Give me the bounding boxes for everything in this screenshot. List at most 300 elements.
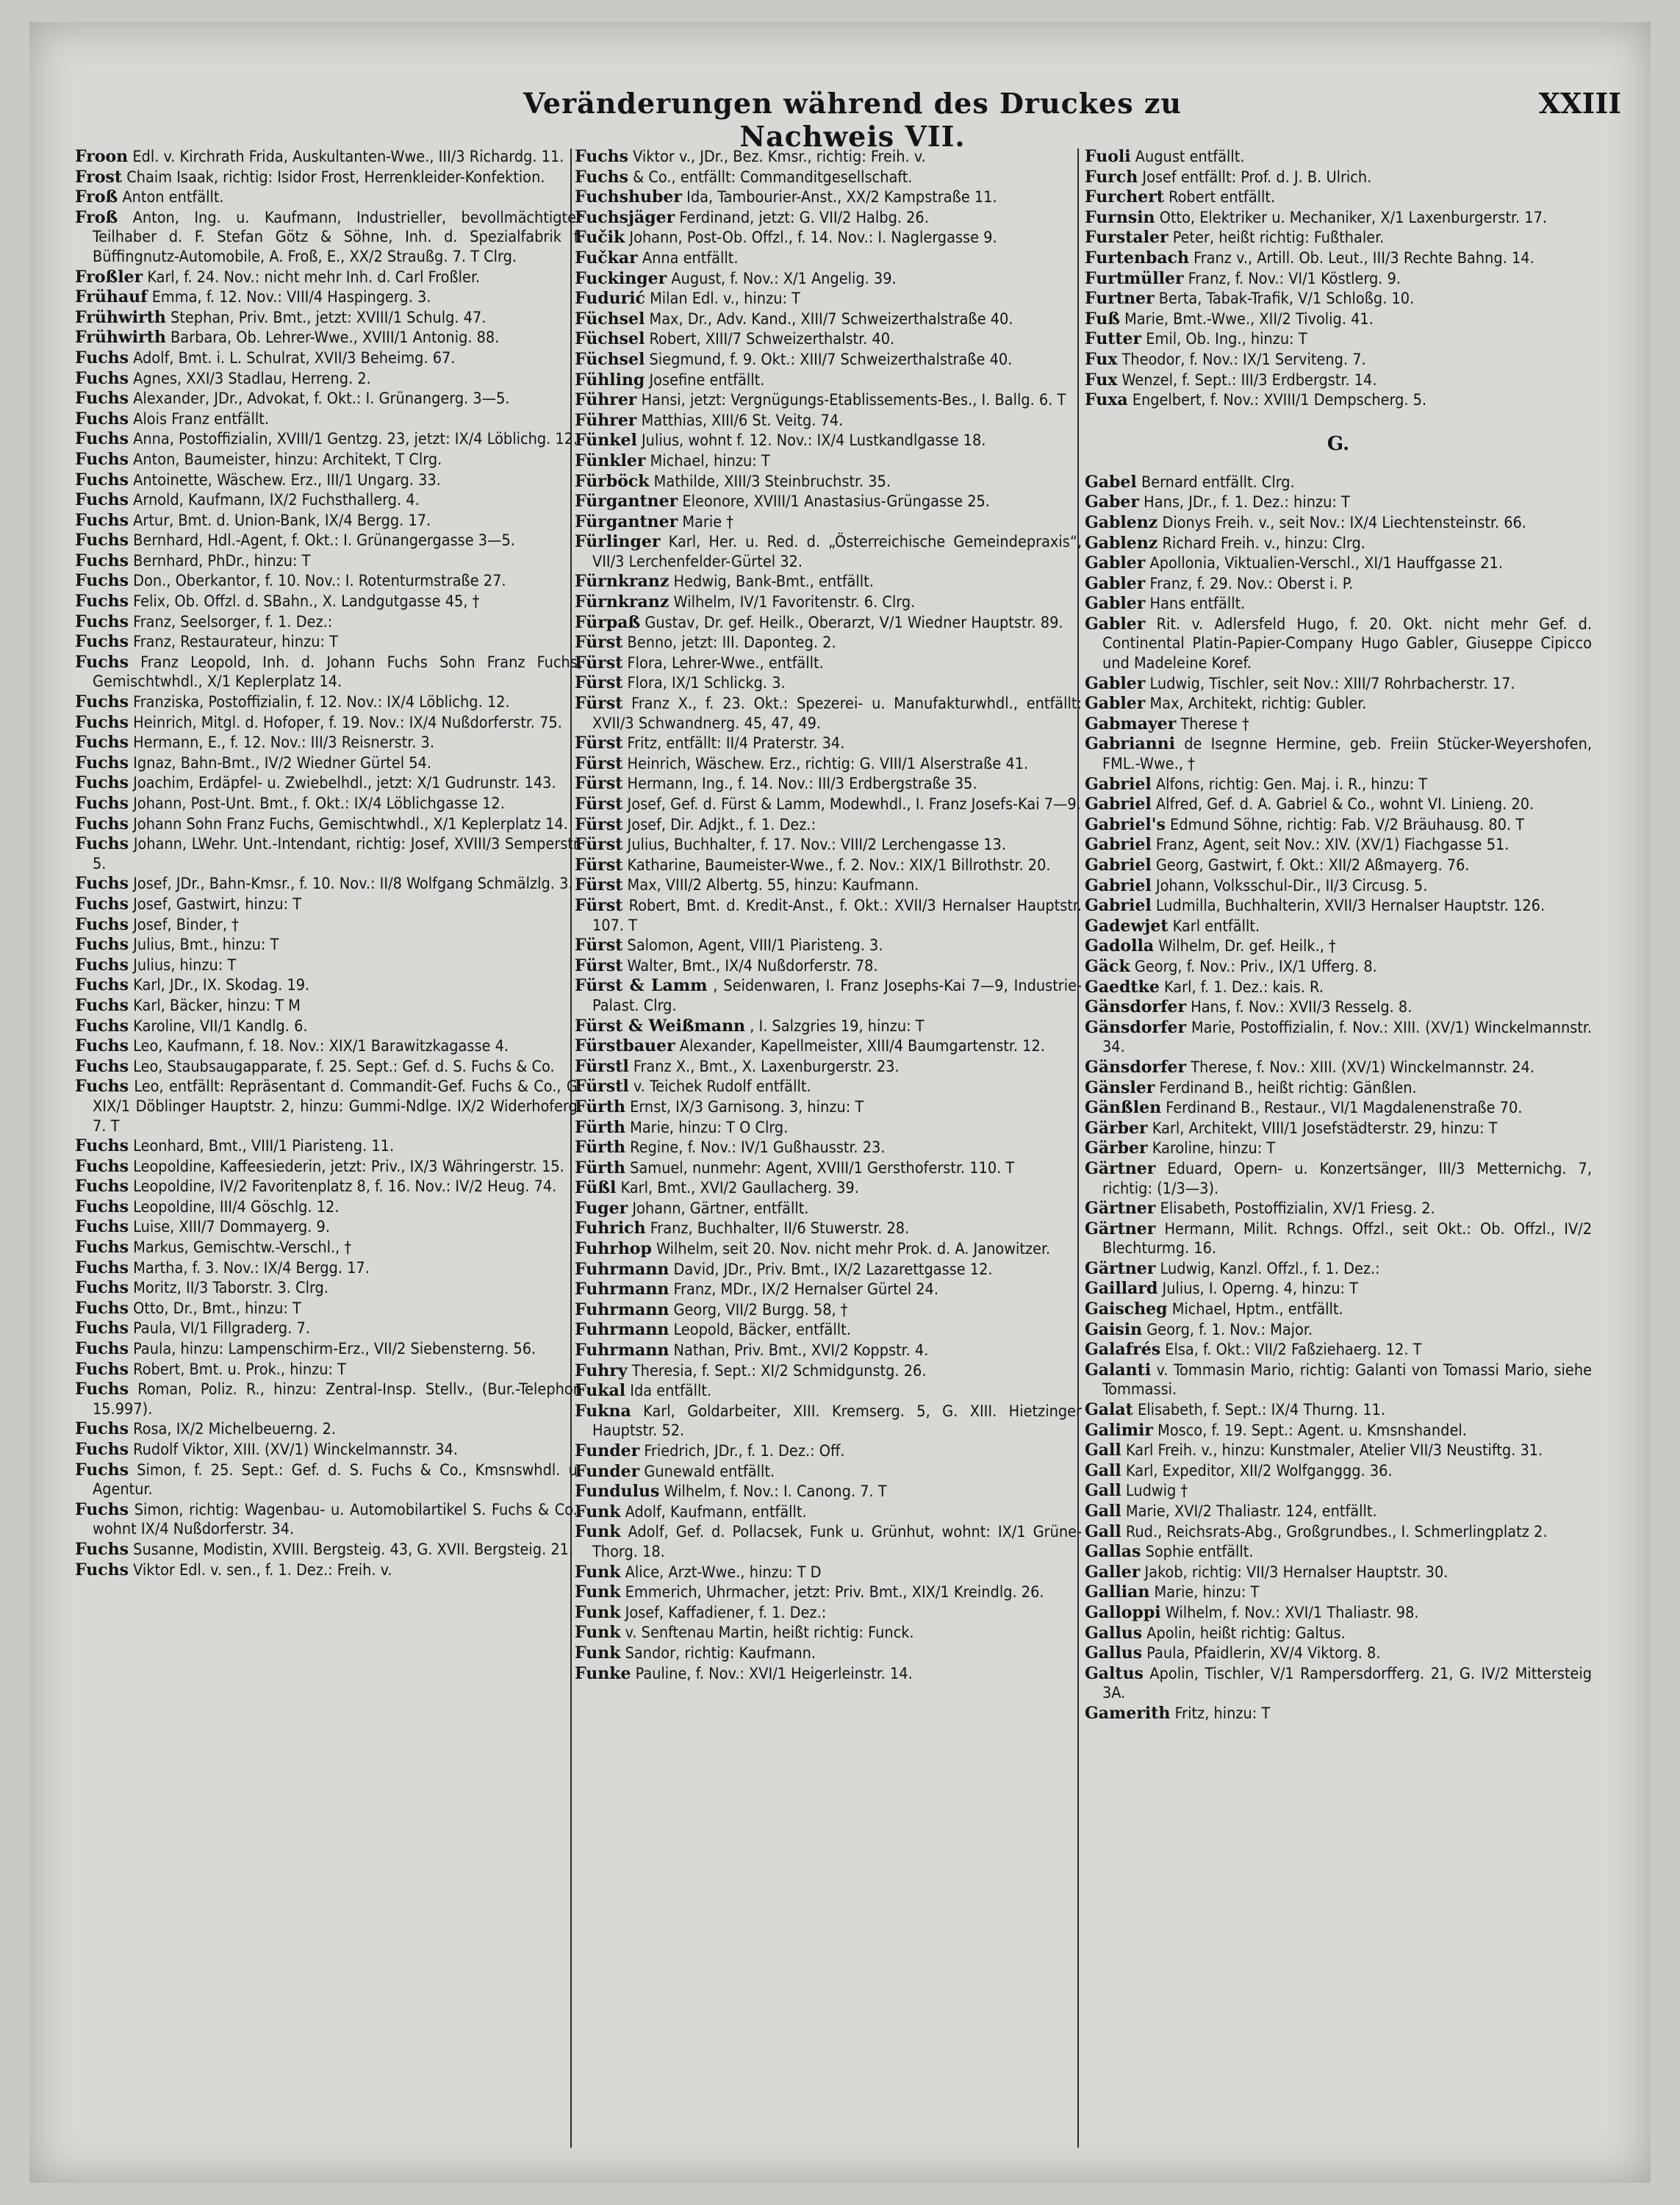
entry-surname: Gall [1085,1502,1121,1521]
entry-details: Josef, Dir. Adjkt., f. 1. Dez.: [627,815,816,834]
entry-surname: Führer [575,410,637,430]
entry-details: Viktor v., JDr., Bez. Kmsr., richtig: Freih. v. [633,148,926,166]
directory-entry [1085,594,1592,614]
entry-details: Franz Leopold, Inh. d. Johann Fuchs Sohn Franz Fuchs, Gemischtwhdl., X/1 Keplerplatz 14. [93,653,582,692]
entry-surname: Fuchs [75,368,129,388]
entry-surname: Fuchs [75,652,129,672]
entry-details: Jakob, richtig: VII/3 Hernalser Hauptstr. 30. [1144,1563,1449,1582]
entry-surname: Galanti [1085,1360,1152,1380]
entry-surname: Gaischeg [1085,1299,1168,1319]
directory-entry [1085,1018,1592,1058]
entry-surname: Gänsdorfer [1085,1017,1187,1037]
directory-entry [1085,694,1592,714]
entry-details: Alexander, Kapellmeister, XIII/4 Baumgartenstr. 12. [679,1037,1045,1056]
entry-surname: Gänsdorfer [1085,1057,1187,1077]
entry-details: Ferdinand, jetzt: G. VII/2 Halbg. 26. [679,208,929,227]
directory-entry [75,1440,582,1460]
directory-entry [575,1017,1082,1037]
entry-details: Karl, Bmt., XVI/2 Gaullacherg. 39. [620,1179,859,1198]
directory-entry [75,531,582,551]
entry-details: Emil, Ob. Ing., hinzu: T [1146,330,1307,349]
directory-entry [1085,1139,1592,1159]
entry-surname: Fürst [575,936,623,956]
entry-details: Georg, f. 1. Nov.: Major. [1146,1320,1313,1339]
directory-entry [575,1057,1082,1078]
entry-details: August entfällt. [1135,148,1245,166]
directory-entry [1085,1603,1592,1624]
entry-details: Karoline, VII/1 Kandlg. 6. [133,1017,308,1036]
entry-details: Johann, LWehr. Unt.-Intendant, richtig: Josef, XVIII/3 Semperstr. 5. [93,835,582,873]
entry-surname: Fučkar [575,248,638,268]
entry-details: Josef, JDr., Bahn-Kmsr., f. 10. Nov.: II/8 Wolfgang Schmälzlg. 3. [133,875,573,894]
directory-entry [75,1017,582,1037]
entry-surname: Gäck [1085,956,1130,976]
entry-details: Wilhelm, f. Nov.: I. Canong. 7. T [664,1482,887,1502]
directory-entry [575,815,1082,836]
directory-entry [75,713,582,734]
entry-surname: Fürst [575,835,623,855]
entry-surname: Fuchs [575,147,629,166]
directory-entry [1085,1340,1592,1360]
entry-surname: Fuoli [1085,147,1131,166]
entry-surname: Gärtner [1085,1199,1156,1219]
directory-entry [1085,1078,1592,1099]
entry-details: Martha, f. 3. Nov.: IX/4 Bergg. 17. [133,1258,370,1277]
entry-details: Karl, Goldarbeiter, XIII. Kremserg. 5, G. XIII. Hietzinger Hauptstr. 52. [592,1402,1082,1441]
entry-details: Alexander, JDr., Advokat, f. Okt.: I. Grünangerg. 3—5. [133,390,510,409]
entry-details: Bernhard, Hdl.-Agent, f. Okt.: I. Grünangergasse 3—5. [133,531,515,551]
entry-details: Siegmund, f. 9. Okt.: XIII/7 Schweizerthalstraße 40. [649,350,1013,369]
entry-surname: Fundulus [575,1482,660,1502]
directory-entry [1085,350,1592,370]
entry-details: Leopoldine, Kaffeesiederin, jetzt: Priv., IX/3 Währingerstr. 15. [133,1157,564,1176]
directory-entry [575,592,1082,613]
entry-details: Alfred, Gef. d. A. Gabriel & Co., wohnt VI. Linieng. 20. [1155,795,1534,814]
directory-entry [575,168,1082,188]
entry-details: Eleonore, XVIII/1 Anastasius-Grüngasse 25. [682,492,990,512]
entry-details: Alfons, richtig: Gen. Maj. i. R., hinzu: T [1155,775,1428,794]
entry-details: Johann, Gärtner, entfällt. [632,1199,809,1218]
directory-entry [575,1522,1082,1562]
entry-surname: Fuchs [75,1278,129,1298]
directory-entry [575,1280,1082,1300]
entry-details: Mathilde, XIII/3 Steinbruchstr. 35. [653,472,891,491]
entry-details: Hans, JDr., f. 1. Dez.: hinzu: T [1144,493,1350,512]
entry-surname: Fürst [575,694,623,714]
entry-surname: Gärber [1085,1139,1148,1158]
entry-details: August, f. Nov.: X/1 Angelig. 39. [671,269,897,288]
entry-surname: Gall [1085,1481,1121,1501]
directory-entry [1085,187,1592,208]
entry-details: Johann, Post-Unt. Bmt., f. Okt.: IX/4 Löblichgasse 12. [133,795,505,813]
entry-details: Hedwig, Bank-Bmt., entfällt. [673,573,874,592]
directory-entry [575,856,1082,876]
directory-entry [75,653,582,692]
directory-entry [575,472,1082,492]
entry-surname: Funke [575,1663,631,1683]
entry-details: Marie † [682,512,733,531]
entry-surname: Fuxa [1085,390,1128,410]
directory-entry [75,733,582,753]
entry-details: Rit. v. Adlersfeld Hugo, f. 20. Okt. nicht mehr Gef. d. Continental Platin-Papier-Company Hugo Gabler, Giuseppe Cipicco und Madeleine Koref. [1102,614,1592,673]
directory-entry [75,834,582,874]
entry-surname: Furtenbach [1085,248,1190,268]
directory-entry [575,289,1082,309]
entry-surname: Fuchs [75,1460,129,1480]
entry-surname: Gallus [1085,1643,1143,1663]
entry-surname: Gabler [1085,614,1146,634]
directory-entry [575,653,1082,674]
entry-surname: Fürth [575,1097,625,1116]
entry-surname: Gadewjet [1085,916,1169,936]
entry-details: Richard Freih. v., hinzu: Clrg. [1162,534,1365,553]
directory-entry [75,1560,582,1581]
entry-details: Karl, Architekt, VIII/1 Josefstädterstr. 29, hinzu: T [1152,1119,1498,1138]
entry-details: Franz, Agent, seit Nov.: XIV. (XV/1) Fiachgasse 51. [1155,836,1510,855]
entry-surname: Galtus [1085,1663,1144,1683]
entry-surname: Froß [75,207,118,227]
entry-surname: Frühwirth [75,307,166,327]
entry-details: Karl, Expeditor, XII/2 Wolfganggg. 36. [1125,1461,1393,1480]
entry-surname: Gamerith [1085,1703,1171,1723]
entry-details: Gustav, Dr. gef. Heilk., Oberarzt, V/1 Wiedner Hauptstr. 89. [645,613,1063,632]
entry-surname: Fuchs [75,490,129,510]
directory-entry [75,389,582,409]
entry-surname: Fünkler [575,451,646,470]
entry-surname: Fürstl [575,1056,629,1076]
entry-details: Fritz, hinzu: T [1174,1704,1271,1723]
entry-details: Joachim, Erdäpfel- u. Zwiebelhdl., jetzt: X/1 Gudrunstr. 143. [133,774,556,793]
entry-surname: Fux [1085,370,1118,390]
directory-entry [75,935,582,956]
entry-details: Eduard, Opern- u. Konzertsänger, III/3 Metternichg. 7, richtig: (1/3—3). [1102,1159,1592,1198]
directory-entry [1085,1320,1592,1341]
entry-details: Karl Freih. v., hinzu: Kunstmaler, Atelier VII/3 Neustiftg. 31. [1125,1441,1543,1460]
entry-details: Wilhelm, seit 20. Nov. nicht mehr Prok. d. A. Janowitzer. [656,1240,1051,1259]
directory-entry [75,450,582,470]
directory-entry [575,451,1082,472]
entry-surname: Furtmüller [1085,268,1184,288]
directory-entry [75,1057,582,1078]
entry-details: Josef, Kaffadiener, f. 1. Dez.: [625,1603,827,1622]
entry-details: Max, Dr., Adv. Kand., XIII/7 Schweizerthalstraße 40. [649,309,1013,329]
directory-entry [75,1460,582,1500]
directory-entry [1085,614,1592,674]
directory-entry [1085,534,1592,554]
entry-surname: Fuchs [75,429,129,449]
directory-entry [575,1381,1082,1402]
entry-details: Bernard entfällt. Clrg. [1141,473,1295,492]
entry-surname: Fürst [575,753,623,773]
entry-surname: Gaber [1085,492,1140,512]
entry-details: Simon, f. 25. Sept.: Gef. d. S. Fuchs & Co., Kmsnswhdl. u. Agentur. [93,1460,582,1499]
entry-surname: Gaillard [1085,1279,1158,1299]
directory-entry [75,632,582,653]
entry-surname: Fuchs [75,1156,129,1176]
entry-details: Moritz, II/3 Taborstr. 3. Clrg. [133,1279,329,1298]
entry-surname: Fuchs [75,592,129,612]
entry-surname: Gabriel [1085,856,1152,875]
entry-details: Stephan, Priv. Bmt., jetzt: XVIII/1 Schulg. 47. [170,308,487,327]
entry-details: Ludwig † [1125,1482,1188,1501]
entry-surname: Fuchs [75,753,129,772]
entry-surname: Fuchs [75,531,129,551]
directory-entry [1085,1441,1592,1461]
directory-entry [1085,1624,1592,1644]
directory-entry [75,348,582,369]
entry-surname: Gablenz [1085,512,1158,532]
entry-details: Berta, Tabak-Trafik, V/1 Schloßg. 10. [1158,290,1415,309]
directory-entry [1085,1360,1592,1400]
entry-surname: Gallas [1085,1542,1141,1562]
directory-entry [75,773,582,794]
directory-entry [75,1177,582,1197]
entry-details: Wenzel, f. Sept.: III/3 Erdbergstr. 14. [1121,370,1377,390]
entry-surname: Fuhrmann [575,1280,670,1299]
directory-entry [1085,1058,1592,1078]
directory-entry [1085,957,1592,978]
directory-entry [1085,1643,1592,1664]
entry-surname: Froß [75,187,118,207]
entry-details: Georg, f. Nov.: Priv., IX/1 Ufferg. 8. [1134,957,1377,976]
entry-surname: Gabriel [1085,795,1152,814]
entry-details: Apolin, Tischler, V/1 Rampersdorfferg. 21, G. IV/2 Mittersteig 3A. [1102,1664,1592,1703]
directory-entry [575,1239,1082,1260]
entry-surname: Fürst [575,895,623,915]
directory-entry [575,795,1082,815]
entry-details: Karl, f. 24. Nov.: nicht mehr Inh. d. Carl Froßler. [147,268,481,287]
directory-entry [1085,1421,1592,1441]
entry-details: Marie, Postoffizialin, f. Nov.: XIII. (XV/1) Winckelmannstr. 34. [1102,1018,1592,1057]
entry-surname: Fuchs [75,612,129,631]
entry-surname: Galat [1085,1400,1133,1420]
directory-entry [75,1036,582,1057]
directory-entry [75,1258,582,1279]
entry-details: Anton, Ing. u. Kaufmann, Industrieller, bevollmächtigter Teilhaber d. F. Stefan Götz & Söhne, Inh. d. Spezialfabrik f. Büffingnutz-Automobile, A. Froß, E., XX/2 Straußg. 7. T Clrg. [93,208,582,266]
directory-entry [575,613,1082,634]
entry-surname: Galafrés [1085,1340,1161,1360]
entry-surname: Füchsel [575,349,645,369]
directory-entry [575,147,1082,168]
directory-entry [75,692,582,713]
directory-entry [575,1402,1082,1441]
entry-details: & Co., entfällt: Commanditgesellschaft. [633,168,913,187]
entry-details: Ludwig, Tischler, seit Nov.: XIII/7 Rohrbacherstr. 17. [1149,674,1515,693]
directory-entry [575,532,1082,572]
entry-details: Otto, Dr., Bmt., hinzu: T [133,1299,301,1318]
entry-surname: Fuchshuber [575,187,682,207]
entry-details: Franz X., f. 23. Okt.: Spezerei- u. Manufakturwhdl., entfällt: XVII/3 Schwandnerg. 45, 47, 49. [592,695,1082,733]
entry-surname: Fürst [575,633,623,653]
entry-surname: Fuchs [575,167,629,187]
directory-entry [575,1664,1082,1685]
directory-entry [575,208,1082,229]
directory-entry [75,1339,582,1360]
entry-details: Theresia, f. Sept.: XI/2 Schmidgunstg. 26. [631,1361,927,1380]
entry-details: Robert, Bmt. u. Prok., hinzu: T [133,1360,346,1379]
column-2 [575,147,1082,2161]
entry-details: Agnes, XXI/3 Stadlau, Herreng. 2. [133,369,371,388]
entry-surname: Fuhrhop [575,1239,652,1259]
directory-page [29,22,1651,2183]
entry-details: Leopoldine, IV/2 Favoritenplatz 8, f. 16. Nov.: IV/2 Heug. 74. [133,1177,557,1197]
entry-surname: Fuchs [75,935,129,955]
entry-surname: Gaedtke [1085,977,1160,997]
entry-surname: Gabrianni [1085,734,1175,754]
entry-surname: Fuchs [75,449,129,469]
directory-entry [75,996,582,1017]
entry-details: Katharine, Baumeister-Wwe., f. 2. Nov.: XIX/1 Billrothstr. 20. [627,856,1051,875]
directory-entry [75,894,582,915]
entry-details: Hans entfällt. [1149,595,1246,614]
entry-details: Max, VIII/2 Albertg. 55, hinzu: Kaufmann. [627,876,919,895]
entry-surname: Gärber [1085,1118,1148,1138]
directory-entry [1085,390,1592,411]
directory-entry [75,287,582,308]
entry-surname: Fuchs [75,409,129,429]
directory-entry [1085,1098,1592,1119]
directory-entry [575,329,1082,350]
directory-entry [1085,1704,1592,1724]
directory-entry [575,1178,1082,1199]
entry-details: Anton entfällt. [122,188,224,207]
entry-surname: Furstaler [1085,228,1169,248]
directory-entry [1085,492,1592,513]
entry-details: Sandor, richtig: Kaufmann. [625,1643,816,1663]
entry-details: Robert, XIII/7 Schweizerthalstr. 40. [649,330,895,349]
entry-surname: Fučik [575,228,625,248]
entry-details: Ida entfällt. [630,1382,712,1401]
entry-surname: Frühauf [75,287,148,307]
entry-details: Alice, Arzt-Wwe., hinzu: T D [625,1563,822,1582]
directory-entry [1085,473,1592,493]
entry-surname: Fux [1085,349,1118,369]
entry-surname: Fuhrmann [575,1299,670,1319]
directory-entry [1085,329,1592,350]
entry-details: Ida, Tambourier-Anst., XX/2 Kampstraße 11. [686,188,997,207]
directory-entry [575,1441,1082,1462]
entry-surname: Füchsel [575,329,645,349]
entry-surname: Gänsdorfer [1085,997,1187,1017]
entry-details: Arnold, Kaufmann, IX/2 Fuchsthallerg. 4. [133,491,420,510]
entry-details: Leopold, Bäcker, entfällt. [673,1321,851,1340]
entry-details: Edl. v. Kirchrath Frida, Auskultanten-Wwe., III/3 Richardg. 11. [132,148,564,166]
entry-details: Flora, Lehrer-Wwe., entfällt. [627,653,824,673]
directory-entry [575,673,1082,694]
entry-details: Therese, f. Nov.: XIII. (XV/1) Winckelmannstr. 24. [1191,1058,1534,1077]
directory-entry [575,1582,1082,1603]
entry-details: Franz v., Artill. Ob. Leut., III/3 Rechte Bahng. 14. [1193,248,1534,268]
directory-entry [75,1380,582,1419]
entry-surname: Fuhrich [575,1219,646,1238]
entry-details: Emma, f. 12. Nov.: VIII/4 Haspingerg. 3. [151,288,431,307]
entry-surname: Gadolla [1085,936,1155,956]
entry-surname: Fuchs [75,1136,129,1156]
directory-entry [575,774,1082,795]
directory-entry [1085,1400,1592,1421]
entry-surname: Füchsel [575,309,645,329]
entry-surname: Gall [1085,1460,1121,1480]
entry-surname: Gall [1085,1441,1121,1460]
entry-details: Edmund Söhne, richtig: Fab. V/2 Bräuhausg. 80. T [1170,815,1525,834]
entry-details: Franz, Seelsorger, f. 1. Dez.: [133,612,333,631]
entry-details: Viktor Edl. v. sen., f. 1. Dez.: Freih. v. [133,1560,392,1580]
directory-entry [75,956,582,976]
entry-surname: Fürgantner [575,492,678,512]
entry-surname: Fuchs [75,1056,129,1076]
entry-details: Johann Sohn Franz Fuchs, Gemischtwhdl., X/1 Keplerplatz 14. [133,814,568,833]
entry-surname: Fürst & Lamm [575,976,708,996]
directory-entry [1085,1481,1592,1502]
directory-entry [575,1138,1082,1158]
entry-surname: Fuchs [75,470,129,490]
entry-details: Therese † [1180,714,1249,734]
entry-surname: Fuchs [75,1359,129,1379]
entry-surname: Funk [575,1582,621,1602]
directory-entry [1085,775,1592,795]
directory-entry [1085,1199,1592,1219]
entry-details: Don., Oberkantor, f. 10. Nov.: I. Rotenturmstraße 27. [133,572,506,591]
directory-entry [1085,1259,1592,1280]
directory-entry [1085,1664,1592,1704]
entry-surname: Gärtner [1085,1219,1156,1238]
directory-entry [575,1219,1082,1239]
entry-details: Paula, VI/1 Fillgraderg. 7. [133,1319,310,1338]
directory-entry [1085,896,1592,917]
entry-details: Michael, hinzu: T [650,451,770,470]
entry-surname: Fuchs [75,1539,129,1559]
entry-surname: Fühling [575,370,645,390]
directory-entry [1085,978,1592,998]
directory-entry [75,874,582,894]
entry-details: Hermann, E., f. 12. Nov.: III/3 Reisnerstr. 3. [133,734,434,753]
directory-entry [575,896,1082,936]
directory-entry [575,1320,1082,1341]
entry-details: Chaim Isaak, richtig: Isidor Frost, Herrenkleider-Konfektion. [126,168,545,187]
entry-surname: Fürnkranz [575,572,670,592]
entry-surname: Fuchs [75,632,129,652]
directory-entry [575,1036,1082,1057]
entry-details: Elisabeth, Postoffizialin, XV/1 Friesg. 2. [1160,1200,1435,1219]
entry-surname: Fuchs [75,995,129,1015]
entry-surname: Fuchs [75,834,129,854]
entry-details: Felix, Ob. Offzl. d. SBahn., X. Landgutgasse 45, † [133,592,480,612]
page-header [29,87,1651,153]
entry-surname: Fürst & Weißmann [575,1016,746,1036]
entry-surname: Fuchs [75,1319,129,1338]
directory-entry [575,492,1082,512]
directory-entry [575,269,1082,290]
entry-details: Regine, f. Nov.: IV/1 Gußhausstr. 23. [630,1139,886,1158]
entry-surname: Gärtner [1085,1158,1156,1178]
entry-surname: Fuchs [75,1016,129,1036]
entry-details: Susanne, Modistin, XVIII. Bergsteig. 43, G. XVII. Bergsteig. 21. [133,1540,574,1559]
entry-surname: Gabler [1085,573,1146,593]
entry-surname: Fuchs [75,571,129,591]
directory-entry [575,431,1082,451]
entry-details: Leonhard, Bmt., VIII/1 Piaristeng. 11. [133,1137,395,1156]
entry-details: Elsa, f. Okt.: VII/2 Faßziehaerg. 12. T [1165,1341,1422,1360]
entry-details: Johann, Volksschul-Dir., II/3 Circusg. 5. [1155,876,1428,895]
entry-surname: Fuchs [75,1298,129,1318]
entry-surname: Gabler [1085,553,1146,573]
entry-surname: Gänßlen [1085,1098,1162,1118]
directory-entry [1085,835,1592,856]
entry-surname: Fuchs [75,894,129,914]
entry-surname: Fuchs [75,1258,129,1277]
directory-entry [1085,1563,1592,1583]
entry-surname: Fuchs [75,712,129,732]
